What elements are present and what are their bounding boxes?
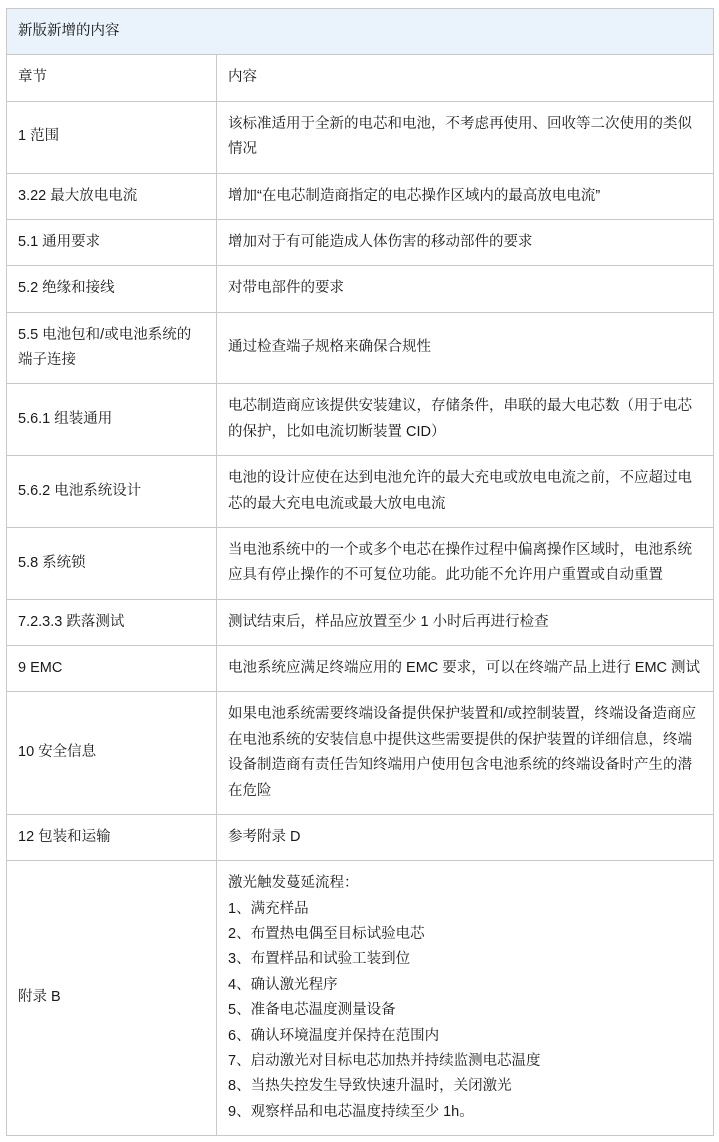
list-item: 4、确认激光程序 — [228, 976, 338, 993]
table-row — [7, 646, 714, 692]
row-section: 5.6.2 电池系统设计 — [7, 456, 217, 528]
table-row — [7, 384, 714, 456]
table-body — [7, 9, 714, 1136]
table-title-row — [7, 9, 714, 55]
column-header-section: 章节 — [7, 55, 217, 101]
row-content: 对带电部件的要求 — [217, 266, 714, 312]
row-content: 如果电池系统需要终端设备提供保护装置和/或控制装置，终端设备造商应在电池系统的安装信息中提供这些需要提供的保护装置的详细信息，终端设备制造商有责任告知终端用户使用包含电池系统的终端设备时产生的潜在危险 — [217, 692, 714, 815]
table-row — [7, 599, 714, 645]
row-section: 9 EMC — [7, 646, 217, 692]
table-row — [7, 312, 714, 384]
table-row — [7, 101, 714, 173]
row-content: 电池系统应满足终端应用的 EMC 要求，可以在终端产品上进行 EMC 测试 — [217, 646, 714, 692]
row-content: 电芯制造商应该提供安装建议，存储条件，串联的最大电芯数（用于电芯的保护，比如电流切断装置 CID） — [217, 384, 714, 456]
table-row — [7, 527, 714, 599]
table-title: 新版新增的内容 — [7, 9, 714, 55]
row-section: 5.2 绝缘和接线 — [7, 266, 217, 312]
list-item: 3、布置样品和试验工装到位 — [228, 951, 411, 968]
row-content: 参考附录 D — [217, 814, 714, 860]
table-row — [7, 266, 714, 312]
spec-table — [6, 8, 714, 1136]
list-item: 9、观察样品和电芯温度持续至少 1h。 — [228, 1103, 474, 1120]
list-item: 8、当热失控发生导致快速升温时，关闭激光 — [228, 1078, 512, 1095]
row-content: 电池的设计应使在达到电池允许的最大充电或放电电流之前，不应超过电芯的最大充电电流或最大放电电流 — [217, 456, 714, 528]
row-content: 增加对于有可能造成人体伤害的移动部件的要求 — [217, 219, 714, 265]
row-content: 通过检查端子规格来确保合规性 — [217, 312, 714, 384]
list-item: 6、确认环境温度并保持在范围内 — [228, 1027, 440, 1044]
row-content: 当电池系统中的一个或多个电芯在操作过程中偏离操作区域时，电池系统应具有停止操作的不可复位功能。此功能不允许用户重置或自动重置 — [217, 527, 714, 599]
table-row — [7, 456, 714, 528]
table-row-appendix — [7, 861, 714, 1136]
row-content: 增加“在电芯制造商指定的电芯操作区域内的最高放电电流” — [217, 173, 714, 219]
row-section: 5.6.1 组装通用 — [7, 384, 217, 456]
row-section: 5.1 通用要求 — [7, 219, 217, 265]
row-section: 5.5 电池包和/或电池系统的端子连接 — [7, 312, 217, 384]
table-row — [7, 692, 714, 815]
table-row — [7, 173, 714, 219]
column-header-content: 内容 — [217, 55, 714, 101]
row-section: 5.8 系统锁 — [7, 527, 217, 599]
row-section: 附录 B — [7, 861, 217, 1136]
list-item: 1、满充样品 — [228, 900, 309, 917]
row-section: 1 范围 — [7, 101, 217, 173]
row-section: 7.2.3.3 跌落测试 — [7, 599, 217, 645]
list-title: 激光触发蔓延流程： — [228, 875, 359, 892]
row-section: 12 包装和运输 — [7, 814, 217, 860]
list-item: 2、布置热电偶至目标试验电芯 — [228, 926, 425, 942]
list-item: 5、准备电芯温度测量设备 — [228, 1002, 396, 1019]
table-row — [7, 219, 714, 265]
row-content: 该标准适用于全新的电芯和电池，不考虑再使用、回收等二次使用的类似情况 — [217, 101, 714, 173]
row-section: 10 安全信息 — [7, 692, 217, 815]
row-section: 3.22 最大放电电流 — [7, 173, 217, 219]
table-row — [7, 814, 714, 860]
row-content-list — [217, 861, 714, 1136]
list-item: 7、启动激光对目标电芯加热并持续监测电芯温度 — [228, 1052, 541, 1069]
table-header-row — [7, 55, 714, 101]
row-content: 测试结束后，样品应放置至少 1 小时后再进行检查 — [217, 599, 714, 645]
